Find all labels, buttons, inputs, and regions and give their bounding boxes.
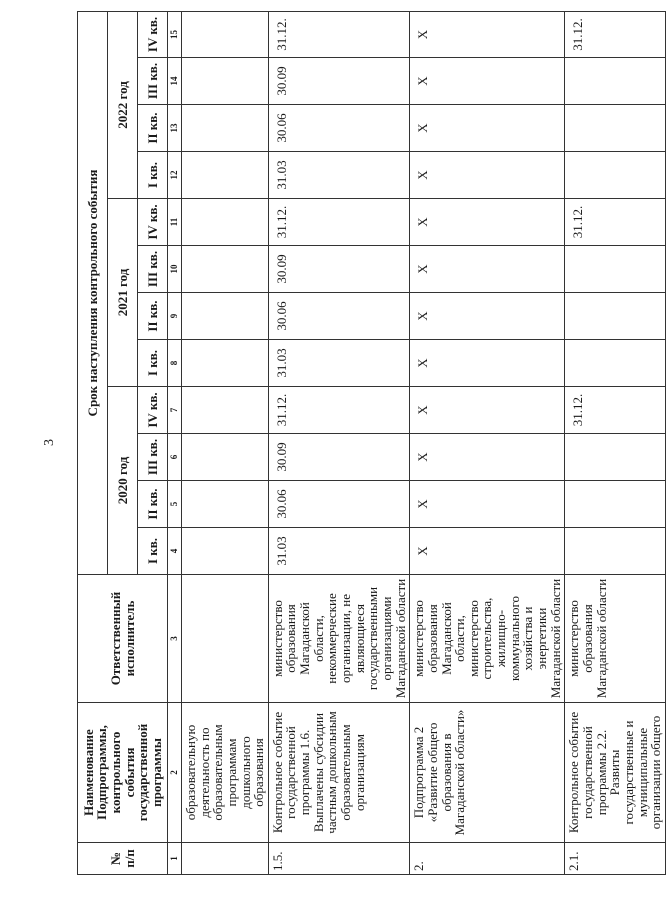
row-deadline: [182, 199, 269, 246]
row-num: 1.5.: [268, 843, 409, 875]
header-year-2020: 2020 год: [108, 387, 138, 575]
row-name: Подпрограмма 2 «Развитие общего образования в Магаданской области»: [410, 703, 565, 843]
row-num: [182, 843, 269, 875]
table-row: [565, 11, 665, 874]
header-quarter: I кв.: [138, 528, 168, 575]
row-deadline: [182, 58, 269, 105]
header-quarter: III кв.: [138, 246, 168, 293]
header-quarter: I кв.: [138, 340, 168, 387]
header-quarter: III кв.: [138, 434, 168, 481]
row-deadline: [182, 481, 269, 528]
row-deadline: 30.09: [268, 246, 409, 293]
row-executor: министерство образования Магаданской области, некоммерческие организации, не являющиеся государственными организациями Магаданской области: [268, 575, 409, 703]
header-quarter: II кв.: [138, 105, 168, 152]
rotated-table-container: [77, 15, 664, 875]
row-num: 2.: [410, 843, 565, 875]
column-index: 1: [168, 843, 182, 875]
row-executor: министерство образования Магаданской области, министерство строительства, жилищно-коммунального хозяйства и энергетики Магаданской области: [410, 575, 565, 703]
row-deadline: 30.06: [268, 481, 409, 528]
column-index: 10: [168, 246, 182, 293]
row-deadline: [565, 293, 665, 340]
control-events-table: [77, 11, 666, 875]
row-executor: министерство образования Магаданской области: [565, 575, 665, 703]
row-deadline: 31.12.: [565, 11, 665, 57]
column-index: 13: [168, 105, 182, 152]
header-year-2022: 2022 год: [108, 11, 138, 198]
row-deadline: 31.03: [268, 152, 409, 199]
header-name: Наименование Подпрограммы, контрольного события государственной программы: [78, 703, 168, 843]
row-num: 2.1.: [565, 843, 665, 875]
row-deadline: X: [410, 58, 565, 105]
row-deadline: X: [410, 152, 565, 199]
row-name: Контрольное событие государственной программы 1.6. Выплачены субсидии частным дошкольным образовательным организациям: [268, 703, 409, 843]
row-deadline: 31.12.: [268, 199, 409, 246]
row-deadline: [565, 105, 665, 152]
table-row: [182, 11, 269, 874]
row-deadline: [182, 387, 269, 434]
row-deadline: 31.03: [268, 528, 409, 575]
header-quarter: IV кв.: [138, 387, 168, 434]
column-index: 5: [168, 481, 182, 528]
row-deadline: X: [410, 105, 565, 152]
row-deadline: [182, 11, 269, 57]
row-deadline: X: [410, 528, 565, 575]
header-deadline: Срок наступления контрольного события: [78, 11, 108, 574]
table-row: [268, 11, 409, 874]
row-deadline: X: [410, 199, 565, 246]
column-index: 9: [168, 293, 182, 340]
column-index: 6: [168, 434, 182, 481]
row-deadline: [182, 434, 269, 481]
row-deadline: 30.06: [268, 105, 409, 152]
row-deadline: 31.12.: [268, 11, 409, 57]
column-index: 4: [168, 528, 182, 575]
page-number: 3: [42, 439, 57, 446]
table-row: [410, 11, 565, 874]
row-deadline: [565, 528, 665, 575]
row-deadline: 30.09: [268, 58, 409, 105]
row-deadline: X: [410, 293, 565, 340]
row-deadline: X: [410, 11, 565, 57]
row-deadline: X: [410, 387, 565, 434]
row-deadline: [182, 340, 269, 387]
header-quarter: II кв.: [138, 481, 168, 528]
row-deadline: [182, 293, 269, 340]
row-deadline: 31.12.: [565, 387, 665, 434]
row-deadline: X: [410, 434, 565, 481]
header-quarter: II кв.: [138, 293, 168, 340]
row-deadline: [565, 246, 665, 293]
row-deadline: 31.12.: [565, 199, 665, 246]
column-index: 12: [168, 152, 182, 199]
column-index: 11: [168, 199, 182, 246]
row-name: образовательную деятельность по образовательным программам дошкольного образования: [182, 703, 269, 843]
column-index: 14: [168, 58, 182, 105]
row-deadline: X: [410, 481, 565, 528]
header-executor: Ответственный исполнитель: [78, 575, 168, 703]
header-quarter: III кв.: [138, 58, 168, 105]
row-deadline: [565, 340, 665, 387]
header-year-2021: 2021 год: [108, 199, 138, 387]
header-quarter: I кв.: [138, 152, 168, 199]
row-deadline: [182, 528, 269, 575]
column-index: 8: [168, 340, 182, 387]
header-num: № п/п: [78, 843, 168, 875]
column-index: 2: [168, 703, 182, 843]
column-index: 3: [168, 575, 182, 703]
row-deadline: [565, 152, 665, 199]
header-quarter: IV кв.: [138, 199, 168, 246]
row-deadline: [182, 152, 269, 199]
row-deadline: 31.03: [268, 340, 409, 387]
row-deadline: [182, 105, 269, 152]
row-executor: [182, 575, 269, 703]
row-name: Контрольное событие государственной программы 2.2. Развиты государственные и муниципальные организации общего: [565, 703, 665, 843]
row-deadline: 30.09: [268, 434, 409, 481]
row-deadline: [565, 434, 665, 481]
row-deadline: 31.12.: [268, 387, 409, 434]
header-quarter: IV кв.: [138, 11, 168, 57]
row-deadline: [565, 58, 665, 105]
row-deadline: [182, 246, 269, 293]
column-index: 7: [168, 387, 182, 434]
row-deadline: X: [410, 246, 565, 293]
row-deadline: X: [410, 340, 565, 387]
row-deadline: [565, 481, 665, 528]
row-deadline: 30.06: [268, 293, 409, 340]
column-index: 15: [168, 11, 182, 57]
